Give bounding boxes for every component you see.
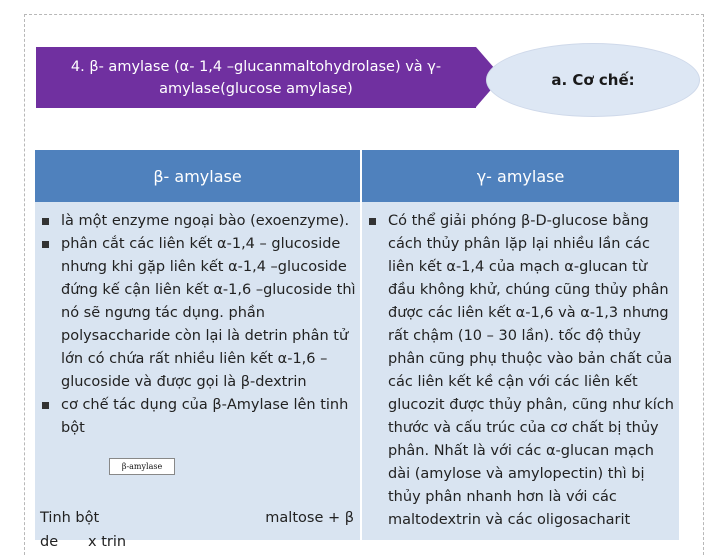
reaction-product: maltose + β [265, 510, 354, 526]
beta-amylase-column [35, 202, 360, 550]
gamma-amylase-list [362, 210, 676, 532]
bullet-icon [42, 241, 49, 248]
bullet-icon [42, 218, 49, 225]
beta-amylase-image-label: β-amylase [109, 458, 175, 475]
list-item [362, 210, 676, 532]
mechanism-heading-text: a. Cơ chế: [551, 71, 635, 89]
list-item-text: là một enzyme ngoại bào (exoenzyme). [61, 213, 350, 229]
reaction-substrate: Tinh bột [40, 510, 100, 526]
overflow-text-b: x trin [88, 534, 127, 550]
section-title-text: 4. β- amylase (α- 1,4 –glucanmaltohydrolase) và γ- amylase(glucose amylase) [70, 58, 442, 97]
list-item [35, 394, 357, 440]
list-item-text: cơ chế tác dụng của β-Amylase lên tinh bột [61, 397, 349, 436]
header-gamma-amylase: γ- amylase [362, 150, 679, 202]
beta-amylase-list [35, 210, 357, 440]
section-title [36, 47, 476, 108]
comparison-table [35, 150, 679, 550]
list-item [35, 210, 357, 233]
list-item [35, 233, 357, 394]
mechanism-heading [486, 43, 700, 117]
gamma-amylase-column [362, 202, 679, 540]
list-item-text: phân cắt các liên kết α-1,4 – glucoside nhưng khi gặp liên kết α-1,4 –glucoside đứng kế cận liên kết α-1,6 –glucoside thì nó sẽ ngưng tác dụng. phần polysaccharide còn lại là detrin phân tử lớn có chứa rất nhiều liên kết α-1,6 –glucoside và được gọi là β-dextrin [61, 236, 356, 390]
bullet-icon [369, 218, 376, 225]
overflow-text-a: de [40, 534, 59, 550]
list-item-text: Có thể giải phóng β-D-glucose bằng cách thủy phân lặp lại nhiều lần các liên kết α-1,4 của mạch α-glucan từ đầu không khử, chúng cũng thủy phân được các liên kết α-1,6 và α-1,3 nhưng rất chậm (10 – 30 lần). tốc độ thủy phân cũng phụ thuộc vào bản chất của các liên kết kề cận với các liên kết glucozit được thủy phân, cũng như kích thước và cấu trúc của cơ chất bị thủy phân. Nhất là với các α-glucan mạch dài (amylose và amylopectin) thì bị thủy phân nhanh hơn là với các maltodextrin và các oligosacharit [388, 213, 674, 528]
bullet-icon [42, 402, 49, 409]
header-beta-amylase: β- amylase [35, 150, 360, 202]
